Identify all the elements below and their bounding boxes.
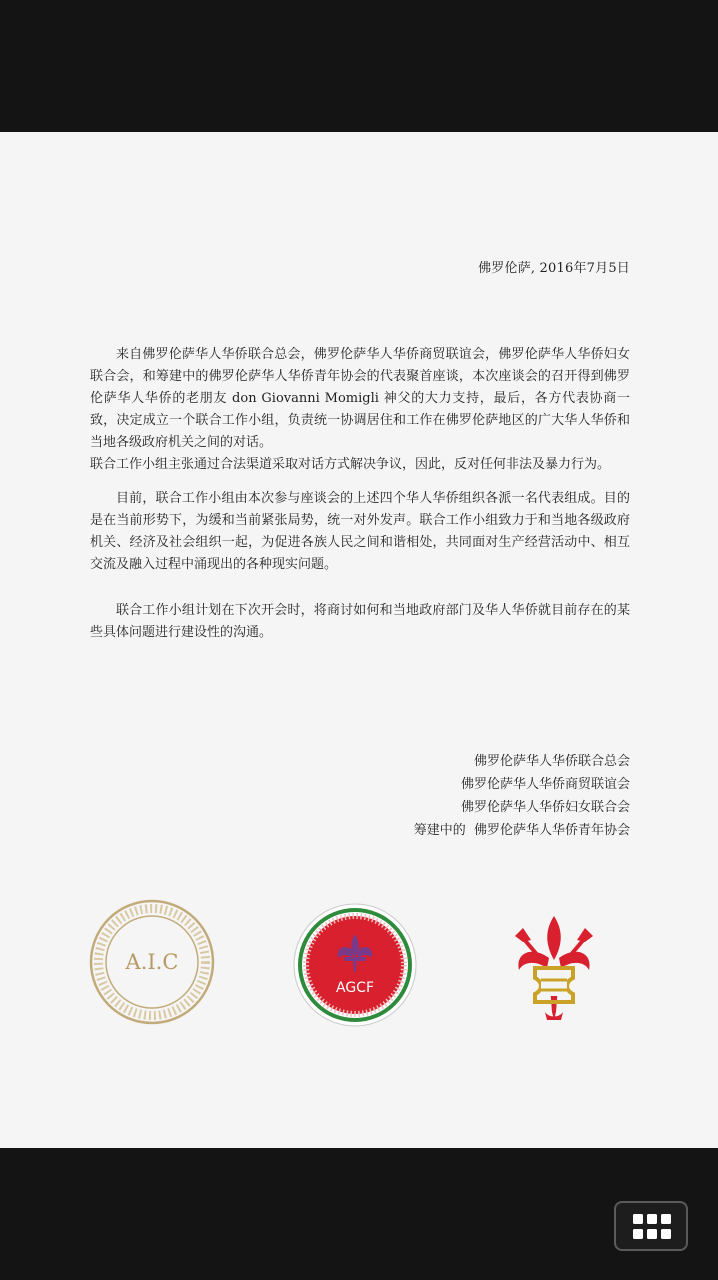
agcf-seal-text: AGCF [335, 980, 375, 996]
paragraph-1: 来自佛罗伦萨华人华侨联合总会，佛罗伦萨华人华侨商贸联谊会，佛罗伦萨华人华侨妇女联合会，和筹建中的佛罗伦萨华人华侨青年协会的代表聚首座谈，本次座谈会的召开得到佛罗伦萨华人华侨的老朋友 don Giovanni Momigli 神父的大力支持，最后，各方代表协商一致，决定成立一个联合工作小组，负责统一协调居住和工作在佛罗伦萨地区的广大华人华侨和当地各级政府机关之间的对话。 [90, 347, 630, 450]
document-date: 佛罗伦萨, 2016年7月5日 [478, 261, 630, 276]
logo-row [0, 898, 718, 1038]
signature-line: 佛罗伦萨华人华侨联合总会 [473, 754, 630, 769]
paragraph-2: 联合工作小组主张通过合法渠道采取对话方式解决争议，因此，反对任何非法及暴力行为。 [90, 457, 611, 472]
document-body [90, 344, 630, 644]
signature-line: 筹建中的 佛罗伦萨华人华侨青年协会 [413, 823, 630, 838]
florence-lily-logo [505, 908, 603, 1028]
paragraph-3: 目前，联合工作小组由本次参与座谈会的上述四个华人华侨组织各派一名代表组成。目的是在当前形势下，为缓和当前紧张局势，统一对外发声。联合工作小组致力于和当地各级政府机关、经济及社会组织一起，为促进各族人民之间和谐相处，共同面对生产经营活动中、相互交流及融入过程中涌现出的各种现实问题。 [90, 491, 630, 572]
signature-line: 佛罗伦萨华人华侨商贸联谊会 [460, 777, 630, 792]
grid-menu-button[interactable] [614, 1201, 688, 1251]
aic-seal-text: A.I.C [125, 950, 179, 974]
paragraph-4: 联合工作小组计划在下次开会时，将商讨如何和当地政府部门及华人华侨就目前存在的某些具体问题进行建设性的沟通。 [90, 603, 630, 640]
signature-block [414, 750, 630, 842]
agcf-seal-logo [292, 902, 418, 1028]
aic-seal-logo [88, 898, 216, 1026]
grid-icon [633, 1214, 671, 1240]
signature-line: 佛罗伦萨华人华侨妇女联合会 [460, 800, 630, 815]
document-page [0, 132, 718, 1148]
